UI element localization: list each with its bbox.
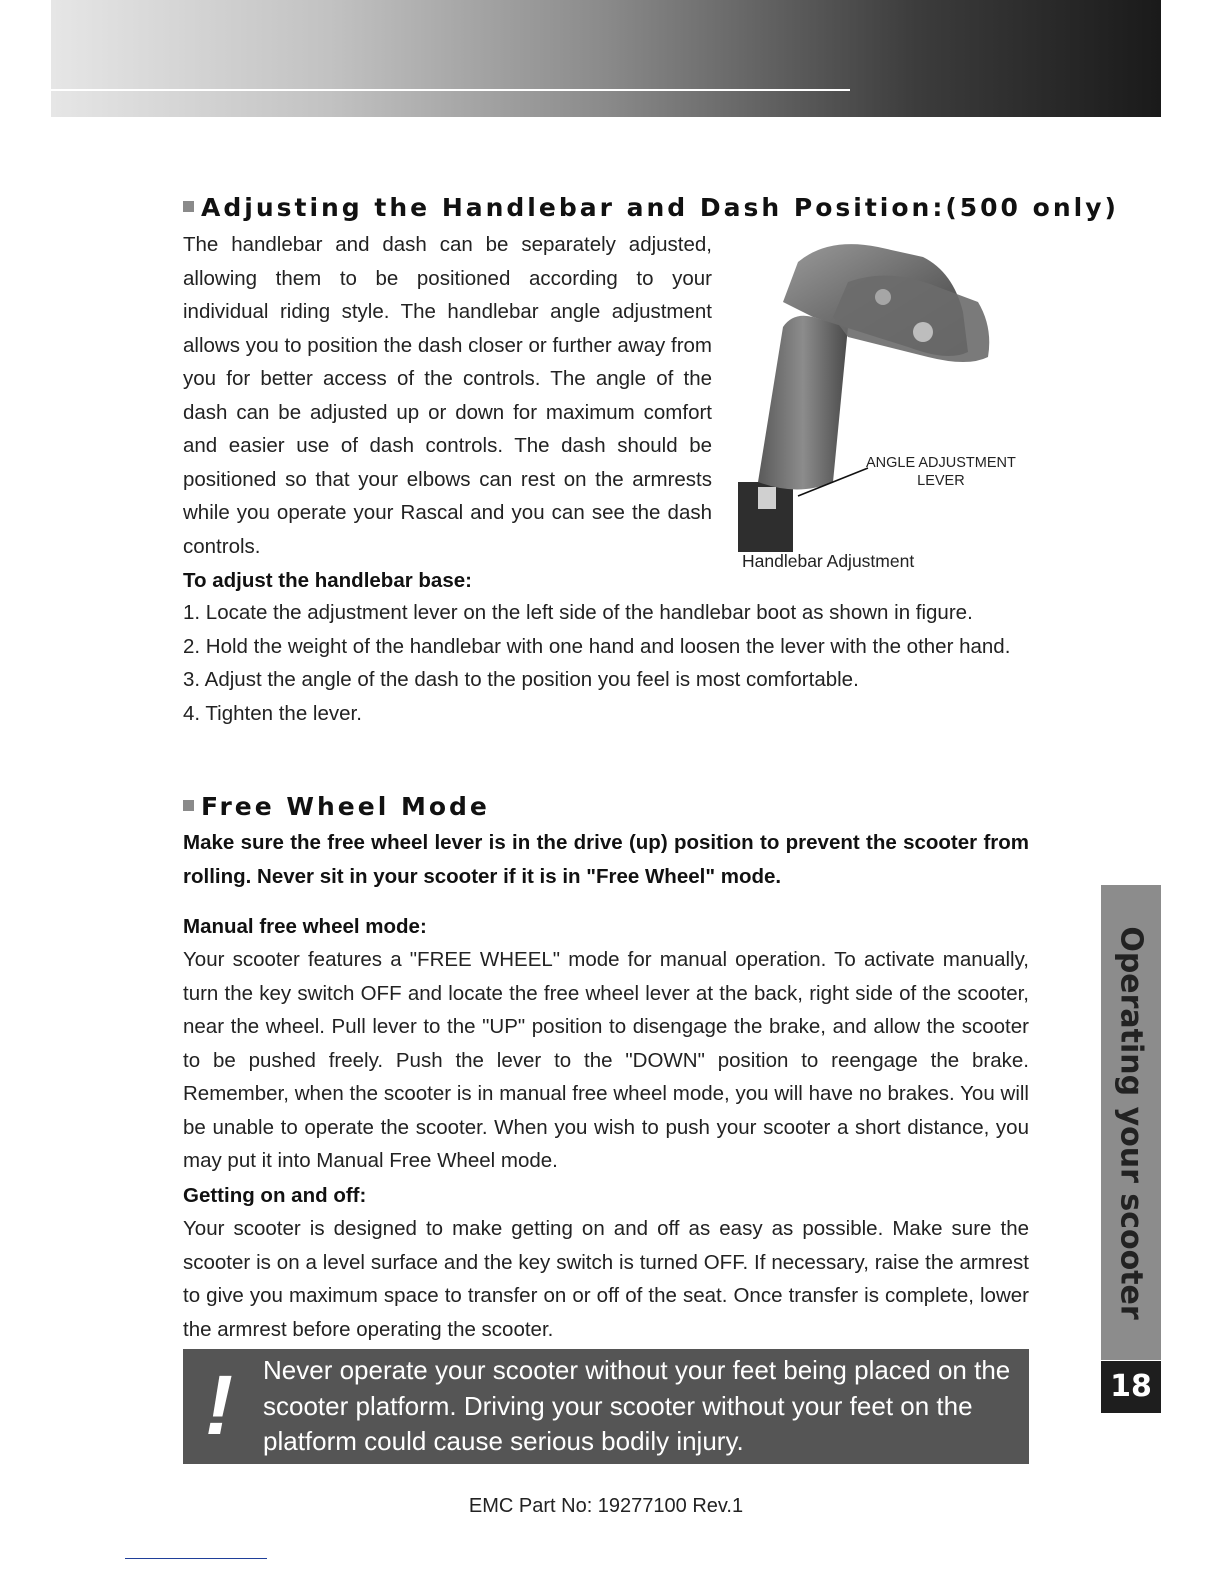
dash-knob (913, 322, 933, 342)
label-line-2: LEVER (917, 473, 965, 489)
square-bullet-icon (183, 201, 194, 212)
chapter-tab-label: Operating your scooter (1113, 925, 1149, 1320)
dash-lower (833, 276, 989, 362)
section-title-text: Free Wheel Mode (201, 792, 490, 821)
figure-caption: Handlebar Adjustment (742, 551, 915, 571)
footer-part-number: EMC Part No: 19277100 Rev.1 (468, 1495, 744, 1517)
list-item: 3. Adjust the angle of the dash to the position you feel is most comfortable. (183, 668, 859, 691)
label-line-1: ANGLE ADJUSTMENT (866, 455, 1016, 471)
chapter-side-tab (1101, 885, 1161, 1360)
manual-freewheel-heading: Manual free wheel mode: (183, 915, 427, 938)
handlebar-figure (738, 232, 1028, 552)
warning-text: Never operate your scooter without your feet being placed on the scooter platform. Driving your scooter without your feet on the platform could cause serious bodily injury. (263, 1355, 1011, 1456)
handlebar-intro-paragraph: The handlebar and dash can be separately adjusted, allowing them to be positioned according to your individual riding style. The handlebar angle adjustment allows you to position the dash closer or further away from you for better access of the controls. The angle of the dash can be adjusted up or down for maximum comfort and easier use of dash controls. The dash should be positioned so that your elbows can rest on the armrests while you operate your Rascal and you can see the dash controls. (183, 233, 712, 558)
getting-on-off-paragraph: Your scooter is designed to make getting on and off as easy as possible. Make sure the scooter is on a level surface and the key switch is turned OFF. If necessary, raise the armrest to give you maximum space to transfer on or off of the seat. Once transfer is complete, lower the armrest before operating the scooter. (183, 1217, 1029, 1341)
footer-rule (125, 1558, 267, 1559)
dash-knob-2 (875, 289, 891, 305)
handlebar-column (758, 316, 848, 490)
list-item: 4. Tighten the lever. (183, 701, 362, 725)
freewheel-warning-text: Make sure the free wheel lever is in the drive (up) position to prevent the scooter from rolling. Never sit in your scooter if it is in "Free Wheel" mode. (183, 831, 1029, 888)
adjustment-lever (758, 487, 776, 509)
header-band (51, 0, 1161, 117)
angle-adjustment-label (866, 454, 1016, 490)
square-bullet-icon (183, 800, 194, 811)
section-title-handlebar (183, 193, 1119, 222)
section-title-freewheel (183, 792, 490, 821)
adjust-subheading: To adjust the handlebar base: (183, 569, 472, 592)
getting-on-off-heading: Getting on and off: (183, 1184, 367, 1207)
exclamation-icon: ! (205, 1358, 233, 1452)
section-title-text: Adjusting the Handlebar and Dash Position:(500 only) (201, 193, 1119, 222)
manual-freewheel-paragraph: Your scooter features a "FREE WHEEL" mode for manual operation. To activate manually, turn the key switch OFF and locate the free wheel lever at the back, right side of the scooter, near the wheel. Pull lever to the "UP" position to disengage the brake, and allow the scooter to be pushed freely. Push the lever to the "DOWN" position to reengage the brake. Remember, when the scooter is in manual free wheel mode, you will have no brakes. You will be unable to operate the scooter. When you wish to push your scooter a short distance, you may put it into Manual Free Wheel mode. (183, 948, 1029, 1172)
list-item: 1. Locate the adjustment lever on the left side of the handlebar boot as shown in figure. (183, 601, 973, 624)
page-number: 18 (1101, 1361, 1161, 1413)
header-rule (51, 89, 850, 91)
handlebar-illustration (738, 232, 1028, 552)
list-item: 2. Hold the weight of the handlebar with one hand and loosen the lever with the other hand. (183, 634, 1011, 658)
adjust-steps-list (183, 596, 1043, 730)
warning-box (183, 1349, 1029, 1464)
